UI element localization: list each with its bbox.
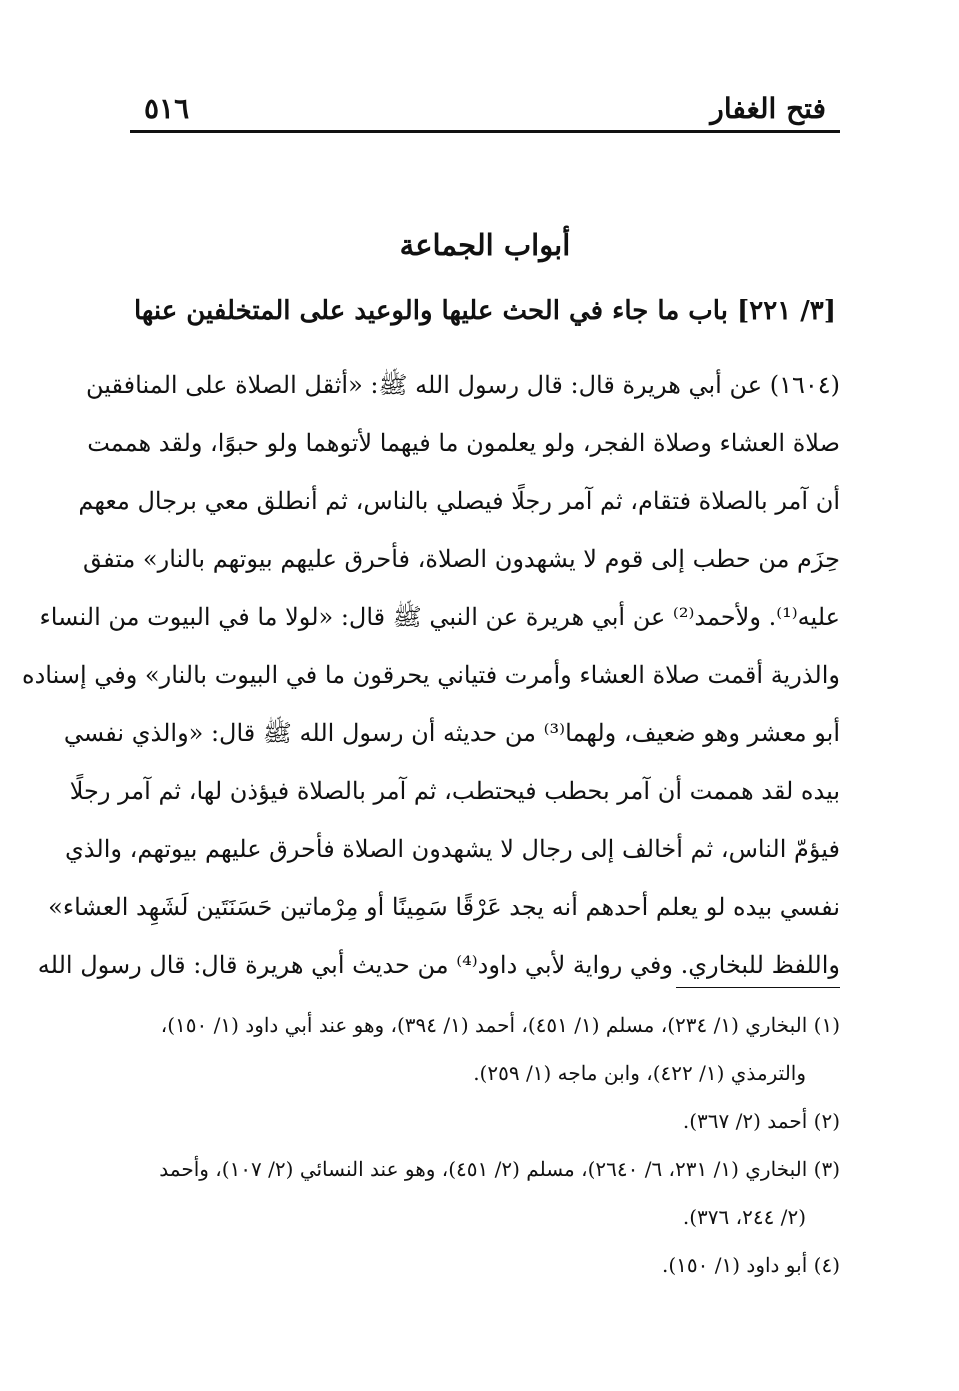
footnote-continuation: والترمذي (١/ ٤٢٢)، وابن ماجه (١/ ٢٥٩). — [473, 1061, 806, 1085]
footnote: (١) البخاري (١/ ٢٣٤)، مسلم (١/ ٤٥١)، أحمد (١/ ٣٩٤)، وهو عند أبي داود (١/ ١٥٠)، — [160, 1013, 840, 1037]
body-line: أبو معشر وهو ضعيف، ولهما⁽³⁾ من حديثه أن رسول الله ﷺ قال: «والذي نفسي — [63, 719, 840, 747]
footnote: (٣) البخاري (١/ ٢٣١، ٦/ ٢٦٤٠)، مسلم (٢/ ٤٥١)، وهو عند النسائي (٢/ ١٠٧)، وأحمد — [159, 1157, 840, 1181]
body-line: نفسي بيده لو يعلم أحدهم أنه يجد عَرْقًا سَمِينًا أو مِرْماتين حَسَنَتَين لَشَهِد العشاء» — [48, 893, 840, 921]
book-title: فتح الغفار — [710, 92, 826, 125]
body-line: بيده لقد هممت أن آمر بحطب فيحتطب، ثم آمر بالصلاة فيؤذن لها، ثم آمر رجلًا — [69, 777, 840, 805]
footnote: (٤) أبو داود (١/ ١٥٠). — [662, 1253, 840, 1277]
footnote: (٢) أحمد (٢/ ٣٦٧). — [682, 1109, 840, 1133]
chapter-title: أبواب الجماعة — [399, 228, 571, 262]
body-line: فيؤمّ الناس، ثم أخالف إلى رجال لا يشهدون الصلاة فأحرق عليهم بيوتهم، والذي — [65, 835, 840, 863]
body-line: صلاة العشاء وصلاة الفجر، ولو يعلمون ما فيهما لأتوهما ولو حبوًا، ولقد هممت — [87, 429, 840, 457]
body-line: حِزَم من حطب إلى قوم لا يشهدون الصلاة، فأحرق عليهم بيوتهم بالنار» متفق — [83, 545, 840, 573]
page-number: ٥١٦ — [144, 92, 190, 125]
section-title: [٣/ ٢٢١] باب ما جاء في الحث عليها والوعيد على المتخلفين عنها — [133, 296, 837, 326]
body-text — [22, 360, 840, 998]
body-line: (١٦٠٤) عن أبي هريرة قال: قال رسول الله ﷺ: «أثقل الصلاة على المنافقين — [86, 371, 840, 399]
footnote-separator — [676, 987, 840, 988]
running-header — [130, 86, 840, 133]
body-line: عليه⁽¹⁾. ولأحمد⁽²⁾ عن أبي هريرة عن النبي ﷺ قال: «لولا ما في البيوت من النساء — [39, 603, 840, 631]
footnotes — [130, 1003, 840, 1291]
body-line: واللفظ للبخاري. وفي رواية لأبي داود⁽⁴⁾ من حديث أبي هريرة قال: قال رسول الله — [37, 951, 840, 979]
footnote-continuation: (٢/ ٢٤٤، ٣٧٦). — [682, 1205, 806, 1229]
body-line: أن آمر بالصلاة فتقام، ثم آمر رجلًا فيصلي بالناس، ثم أنطلق معي برجال معهم — [78, 487, 840, 515]
body-line: والذرية أقمت صلاة العشاء وأمرت فتياني يحرقون ما في البيوت بالنار» وفي إسناده — [22, 661, 840, 689]
